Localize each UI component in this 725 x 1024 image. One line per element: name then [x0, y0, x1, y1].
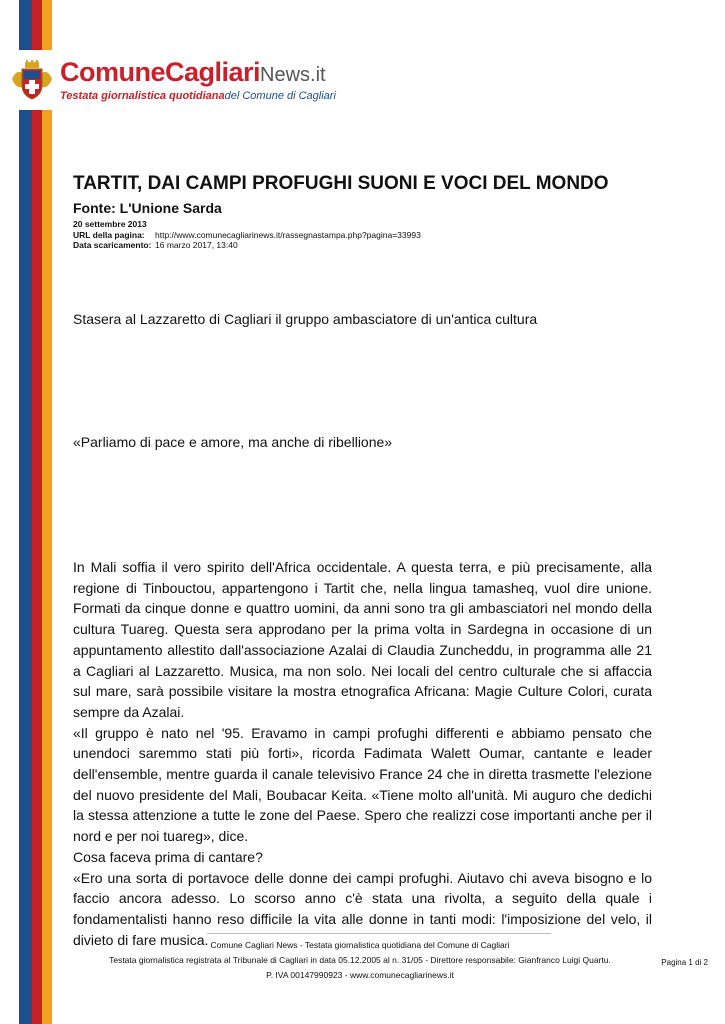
url-label: URL della pagina:: [73, 229, 145, 240]
logo-tagline-rest: del Comune di Cagliari: [224, 90, 336, 102]
body-paragraph: «Ero una sorta di portavoce delle donne dei campi profughi. Aiutavo chi aveva bisogno e lo faccio ancora adesso. Lo scorso anno c'è stata una rivolta, a seguito della quale i fondamentalisti hanno reso difficile la vita alle donne in tanti modi: l'imposizione del velo, il divieto di fare musica.: [73, 869, 652, 948]
city-crest-icon: [10, 59, 54, 101]
article-source: Fonte: L'Unione Sarda: [73, 200, 222, 216]
logo-brand-main: ComuneCagliari: [60, 57, 261, 87]
page-footer: [100, 938, 620, 983]
body-paragraph: «Il gruppo è nato nel '95. Eravamo in campi profughi differenti e abbiamo pensato che unendoci saremmo stati più forti», ricorda Fadimata Walett Oumar, cantante e leader dell'ensemble, mentre guarda il canale televisivo France 24 che in diretta trasmette l'elezione del nuovo presidente del Mali, Boubacar Keita. «Tiene molto all'unità. Mi auguro che dedichi la stessa attenzione a tutte le zone del Paese. Spero che realizzi cose importanti anche per il nord e per noi tuareg», dice.: [73, 724, 652, 845]
body-question: Cosa faceva prima di cantare?: [73, 848, 263, 865]
logo-brand: [60, 58, 336, 89]
logo-tagline-bold: Testata giornalistica quotidiana: [60, 90, 225, 102]
footer-divider: [207, 933, 551, 934]
article-title: TARTIT, DAI CAMPI PROFUGHI SUONI E VOCI DEL MONDO: [73, 173, 609, 194]
download-label: Data scaricamento:: [73, 240, 152, 250]
article-date: 20 settembre 2013: [73, 219, 147, 229]
side-stripe-orange: [42, 0, 52, 1024]
download-date: 16 marzo 2017, 13:40: [155, 240, 238, 250]
page-number: Pagina 1 di 2: [661, 958, 708, 967]
body-paragraph: In Mali soffia il vero spirito dell'Africa occidentale. A questa terra, e più precisamente, alla regione di Tinbouctou, appartengono i Tartit che, nella lingua tamasheq, vuol dire unione. Formati da cinque donne e quattro uomini, da anni sono tra gli ambasciatori nel mondo della cultura Tuareg. Questa sera approdano per la prima volta in Sardegna in occasione di un appuntamento allestito dall'associazione Azalai di Claudia Zuncheddu, in programma alle 21 a Cagliari al Lazzaretto. Musica, ma non solo. Nei locali del centro culturale che si affaccia sul mare, sarà possibile visitare la mostra etnografica Africana: Magie Culture Colori, curata sempre da Azalai.: [73, 559, 652, 720]
article-lead: Stasera al Lazzaretto di Cagliari il gruppo ambasciatore di un'antica cultura: [73, 311, 538, 327]
article-meta: [73, 219, 421, 251]
logo-tagline: [60, 90, 336, 102]
logo-brand-suffix: News.it: [260, 64, 326, 86]
article-body: [73, 557, 652, 950]
side-stripe-blue: [19, 0, 32, 1024]
site-logo[interactable]: [10, 58, 336, 102]
footer-line-3: P. IVA 00147990923 - www.comunecagliarinews.it: [266, 970, 454, 980]
page-url-link[interactable]: http://www.comunecagliarinews.it/rassegnastampa.php?pagina=33993: [155, 229, 421, 240]
footer-line-1: Comune Cagliari News - Testata giornalistica quotidiana del Comune di Cagliari: [210, 940, 510, 950]
footer-line-2: Testata giornalistica registrata al Tribunale di Cagliari in data 05.12.2005 al n. 31/05 - Direttore responsabile: Gianfranco Luigi Quartu.: [109, 955, 611, 965]
side-stripe-red: [32, 0, 42, 1024]
article-quote: «Parliamo di pace e amore, ma anche di ribellione»: [73, 434, 393, 450]
